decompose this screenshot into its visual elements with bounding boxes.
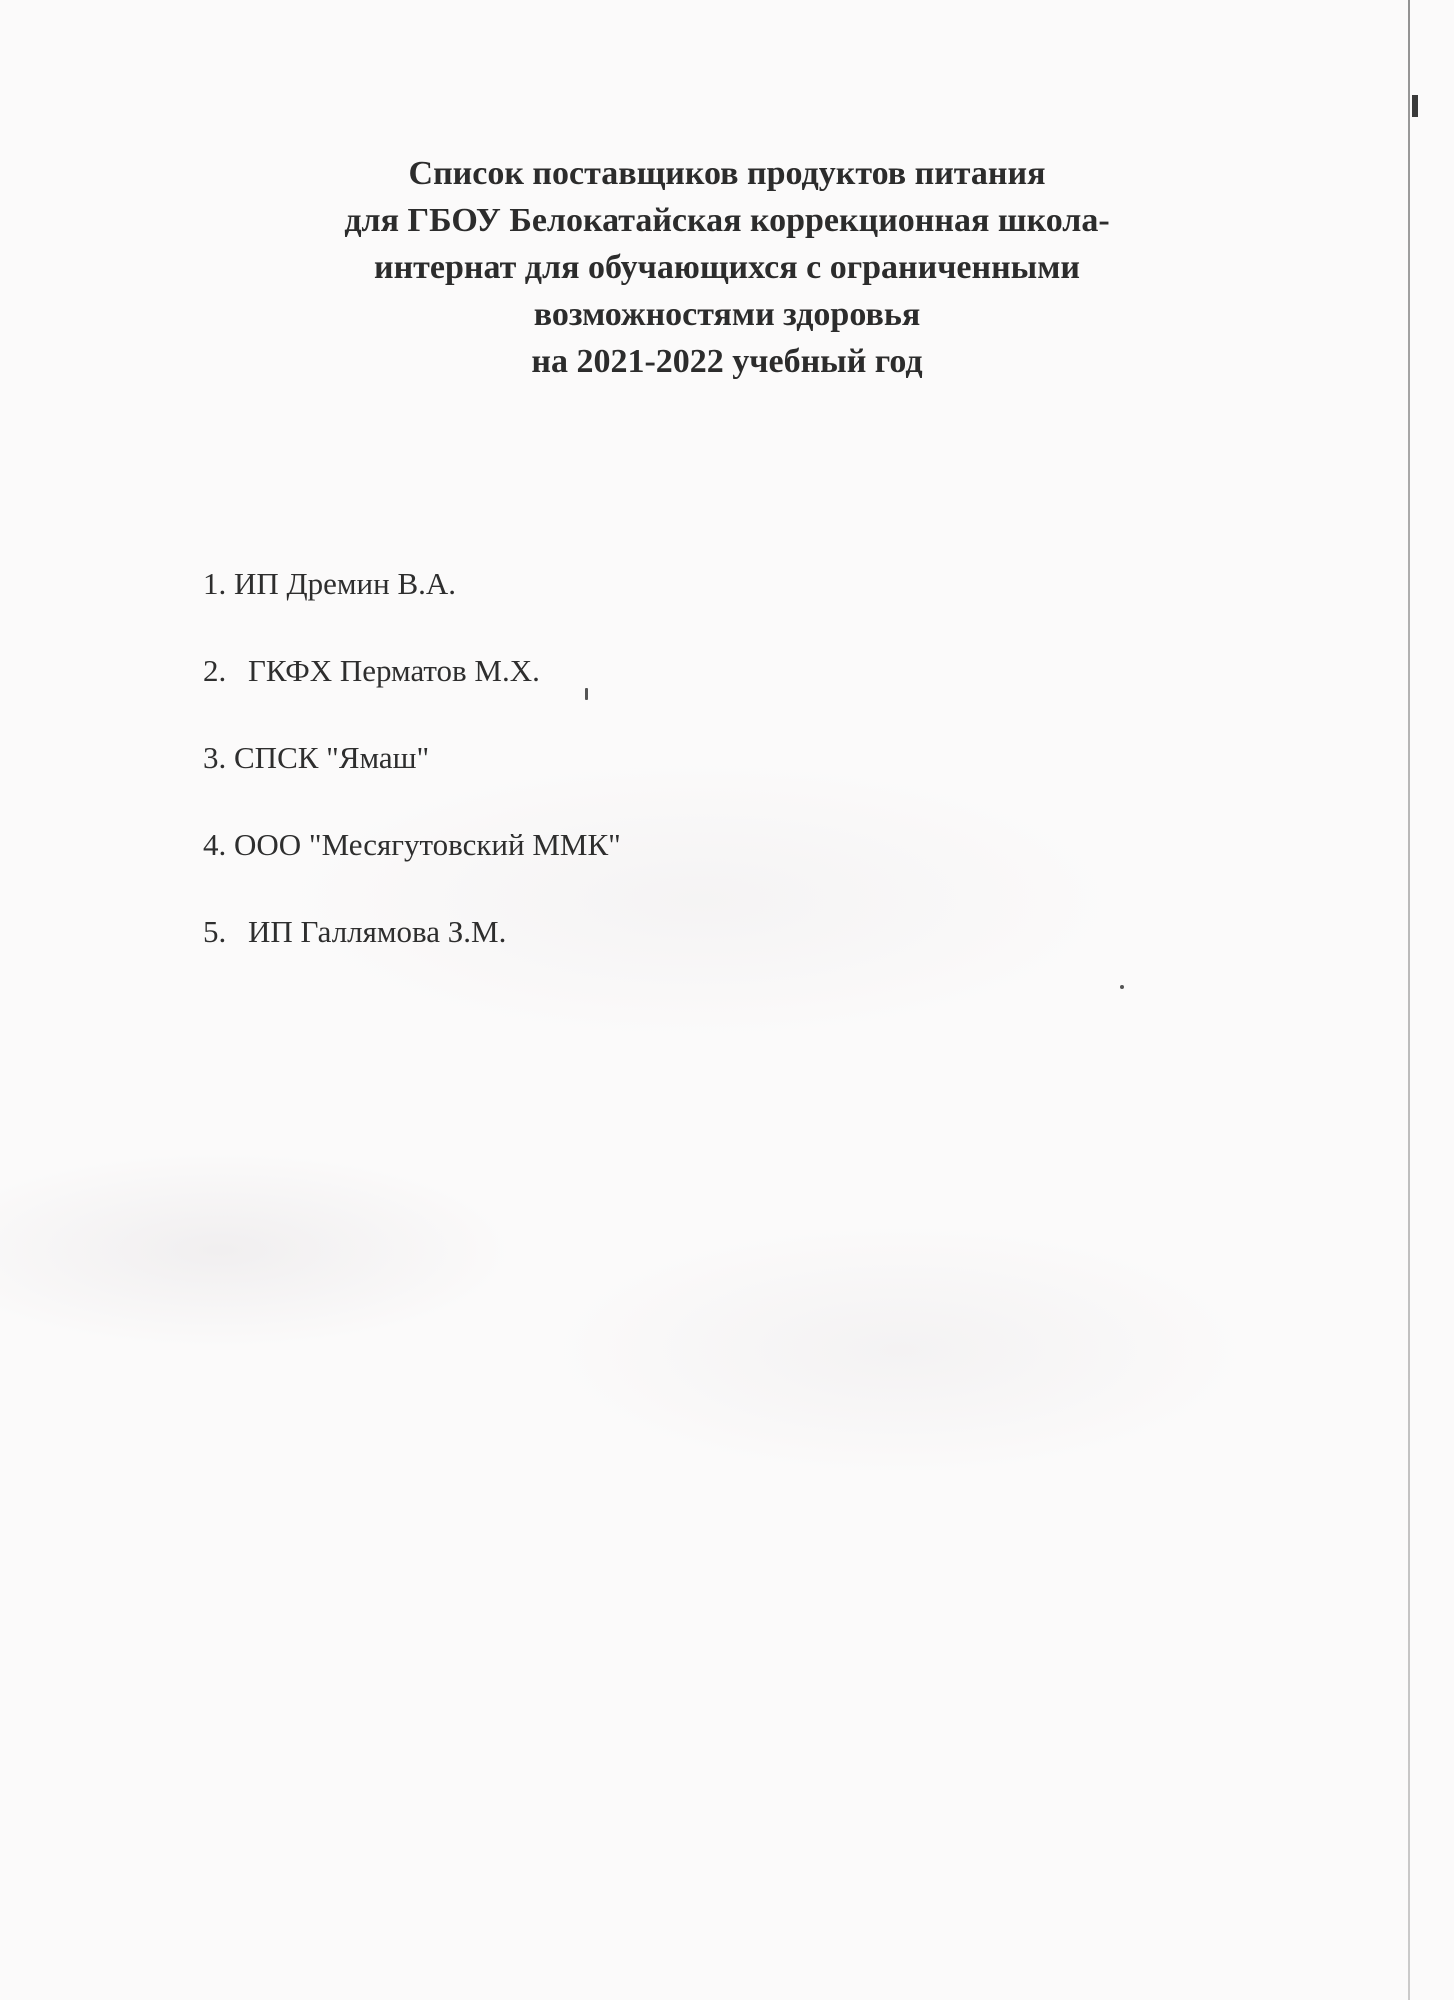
list-item [203,732,621,819]
list-item [203,558,621,645]
supplier-name: ГКФХ Перматов М.Х. [248,653,540,688]
list-item [203,645,621,732]
supplier-list [203,558,621,993]
title-line-5: на 2021-2022 учебный год [531,343,923,380]
item-number: 3. [203,740,227,775]
page-edge-mark [1412,95,1418,117]
title-line-2: для ГБОУ Белокатайская коррекционная школа- [344,202,1110,239]
list-item [203,906,621,993]
document-title [0,150,1454,385]
supplier-name: СПСК "Ямаш" [234,740,430,775]
title-line-1: Список поставщиков продуктов питания [408,155,1046,192]
item-number: 4. [203,827,227,862]
title-line-3: интернат для обучающихся с ограниченными [374,249,1080,286]
supplier-name: ИП Дремин В.А. [234,566,457,601]
item-number: 1. [203,566,227,601]
list-item [203,819,621,906]
scan-speck [1120,985,1124,989]
item-number: 5. [203,914,227,949]
item-number: 2. [203,653,227,688]
supplier-name: ИП Галлямова З.М. [248,914,507,949]
supplier-name: ООО "Месягутовский ММК" [234,827,621,862]
title-line-4: возможностями здоровья [533,296,921,333]
